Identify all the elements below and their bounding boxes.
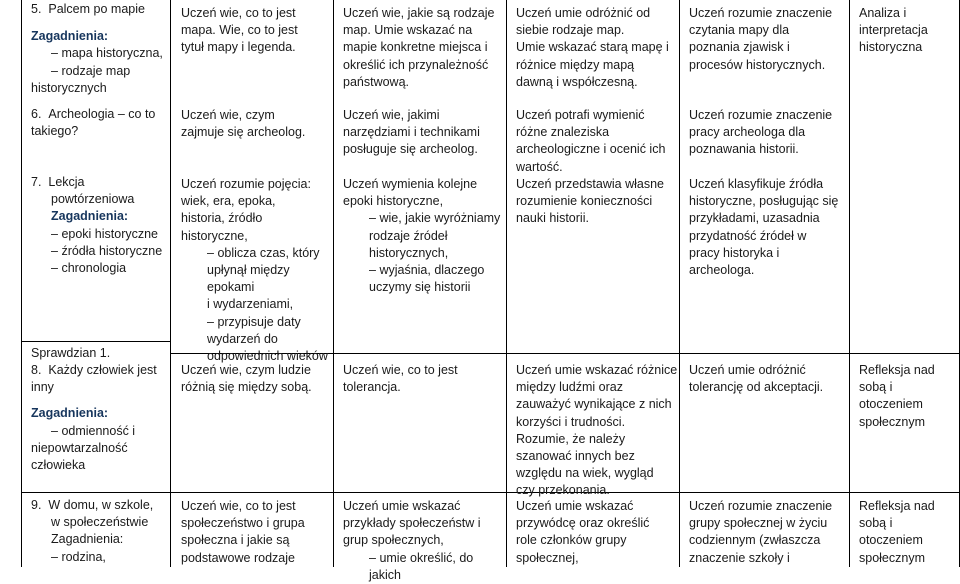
cell-text-line: epoki historyczne, xyxy=(343,194,444,209)
topic-title: 9. W domu, w szkole, xyxy=(31,498,154,512)
cell-text-line: Uczeń umie wskazać różnice xyxy=(516,363,678,377)
c4-r2 xyxy=(516,107,678,176)
topic-item: – chronologia xyxy=(31,260,171,277)
topic-item: – odmienność i xyxy=(31,423,171,440)
table-border xyxy=(679,0,680,567)
topic-title: 6. Archeologia – co to xyxy=(31,107,156,121)
cell-text-line: grup społecznych, xyxy=(343,533,444,548)
c5-r4 xyxy=(689,362,849,396)
cell-text-line: Uczeń umie wskazać xyxy=(343,499,461,513)
cell-text-line: – przypisuje daty xyxy=(207,314,331,331)
cell-text-line: zauważyć wynikające z nich xyxy=(516,397,672,412)
topic-title: 5. Palcem po mapie xyxy=(31,2,145,16)
c3-r2 xyxy=(343,107,505,159)
cell-text-line: otoczeniem xyxy=(859,533,923,548)
table-border xyxy=(506,0,507,567)
topics-label: Zagadnienia: xyxy=(31,29,109,44)
topic-title: takiego? xyxy=(31,124,79,139)
cell-text-line: pracy historyka i xyxy=(689,245,780,260)
cell-text-line: Uczeń klasyfikuje źródła xyxy=(689,177,824,191)
cell-text-line: nauki historii. xyxy=(516,211,589,226)
cell-text-line: określić ich przynależność xyxy=(343,57,489,72)
c4-r4 xyxy=(516,362,678,500)
cell-text-line: narzędziami i technikami xyxy=(343,125,480,140)
topics-label: Zagadnienia: xyxy=(51,209,129,224)
c4-r3 xyxy=(516,176,678,228)
cell-text-line: czytania mapy dla xyxy=(689,23,790,38)
cell-text-line: Umie wskazać starą mapę i xyxy=(516,40,669,55)
cell-text-line: wartość. xyxy=(516,159,563,174)
c6-r4 xyxy=(859,362,959,431)
cell-text-line: historyczna xyxy=(859,40,923,55)
table-border xyxy=(21,341,170,342)
topic-lesson-7 xyxy=(31,174,171,277)
c6-r5 xyxy=(859,498,959,567)
cell-text-line: między ludźmi oraz xyxy=(516,380,623,395)
cell-text-line: posługuje się archeolog. xyxy=(343,142,478,157)
cell-text-line: społecznym xyxy=(859,550,925,565)
c3-r1 xyxy=(343,5,505,91)
cell-text-line: historia, źródło xyxy=(181,211,263,226)
cell-text-line: społeczeństwo i grupa xyxy=(181,516,305,531)
c2-r2 xyxy=(181,107,331,141)
c2-r1 xyxy=(181,5,331,57)
cell-text-line: archeologiczne i ocenić ich xyxy=(516,142,666,157)
cell-text-line: sobą i xyxy=(859,516,893,531)
topic-lesson-5 xyxy=(31,1,171,97)
cell-text-line: mapie konkretne miejsca i xyxy=(343,40,488,55)
cell-text-line: podstawowe rodzaje xyxy=(181,550,295,565)
topic-lesson-6 xyxy=(31,106,171,140)
table-border xyxy=(21,492,170,493)
c5-r5 xyxy=(689,498,849,567)
cell-text-line: sobą i xyxy=(859,380,893,395)
cell-text-line: znaczenie szkoły i xyxy=(689,550,790,565)
cell-text-line: Uczeń wie, czym xyxy=(181,108,275,122)
cell-text-line: interpretacja xyxy=(859,23,928,38)
c5-r3 xyxy=(689,176,849,279)
cell-text-line: – oblicza czas, który xyxy=(207,245,331,262)
cell-text-line: Uczeń umie odróżnić od xyxy=(516,6,651,20)
cell-text-line: Uczeń przedstawia własne xyxy=(516,177,664,191)
cell-text-line: Uczeń rozumie znaczenie xyxy=(689,108,833,122)
cell-text-line: grupy społecznej w życiu xyxy=(689,516,828,531)
cell-text-line: historycznych, xyxy=(369,245,449,260)
topic-title: w społeczeństwie xyxy=(51,515,149,530)
cell-text-line: tolerancja. xyxy=(343,380,401,395)
test-title: Sprawdzian 1. xyxy=(31,346,111,360)
topic-item: historycznych xyxy=(31,80,107,95)
topic-title: powtórzeniowa xyxy=(51,192,135,207)
cell-text-line: Uczeń wymienia kolejne xyxy=(343,177,478,191)
topic-item: – źródła historyczne xyxy=(31,243,171,260)
cell-text-line: historyczne, xyxy=(181,228,248,243)
cell-text-line: role członków grupy xyxy=(516,533,627,548)
cell-text-line: Uczeń rozumie pojęcia: xyxy=(181,177,311,191)
cell-text-line: historyczne, posługując się xyxy=(689,194,839,209)
cell-text-line: tolerancję od akceptacji. xyxy=(689,380,824,395)
cell-text-line: zajmuje się archeolog. xyxy=(181,125,306,140)
cell-text-line: Uczeń wie, co to jest xyxy=(181,6,296,20)
cell-text-line: społecznym xyxy=(859,414,925,429)
cell-text-line: szanować innych bez xyxy=(516,449,635,464)
cell-text-line: mapa. Wie, co to jest xyxy=(181,23,298,38)
c4-r1 xyxy=(516,5,678,91)
cell-text-line: i wydarzeniami, xyxy=(207,297,294,312)
cell-text-line: – wyjaśnia, dlaczego xyxy=(369,262,505,279)
topic-item: – mapa historyczna, xyxy=(31,45,171,62)
cell-text-line: Uczeń rozumie znaczenie xyxy=(689,499,833,513)
c4-r5 xyxy=(516,498,678,567)
cell-text-line: różnice między mapą xyxy=(516,57,635,72)
cell-text-line: poznania zjawisk i xyxy=(689,40,790,55)
c2-r3 xyxy=(181,176,331,365)
topic-title: 7. Lekcja xyxy=(31,175,85,189)
topic-item: – rodzina, xyxy=(31,549,171,566)
cell-text-line: Uczeń wie, co to jest xyxy=(343,363,458,377)
cell-text-line: społecznej, xyxy=(516,550,579,565)
topic-lesson-8 xyxy=(31,362,171,474)
table-border xyxy=(333,0,334,567)
topics-label: Zagadnienia: xyxy=(31,406,109,421)
topic-item: człowieka xyxy=(31,458,86,473)
cell-text-line: różnią się między sobą. xyxy=(181,380,312,395)
cell-text-line: archeologa. xyxy=(689,263,755,278)
cell-text-line: Analiza i xyxy=(859,6,907,20)
cell-text-line: społeczna i jakie są xyxy=(181,533,290,548)
topic-item: – rodzaje map xyxy=(31,63,171,80)
cell-text-line: korzyści i trudności. xyxy=(516,414,626,429)
cell-text-line: Uczeń rozumie znaczenie xyxy=(689,6,833,20)
cell-text-line: wydarzeń do xyxy=(207,331,278,346)
c2-r5 xyxy=(181,498,331,567)
cell-text-line: przykładami, uzasadnia xyxy=(689,211,820,226)
cell-text-line: otoczeniem xyxy=(859,397,923,412)
topic-title: inny xyxy=(31,380,54,395)
cell-text-line: względu na wiek, wygląd xyxy=(516,466,654,481)
cell-text-line: Uczeń umie wskazać xyxy=(516,499,634,513)
cell-text-line: map. Umie wskazać na xyxy=(343,23,473,38)
cell-text-line: – umie określić, do jakich xyxy=(369,550,505,584)
cell-text-line: przywódcę oraz określić xyxy=(516,516,650,531)
cell-text-line: wiek, era, epoka, xyxy=(181,194,276,209)
c3-r4 xyxy=(343,362,505,396)
cell-text-line: Uczeń wie, jakimi xyxy=(343,108,440,122)
cell-text-line: dawną i współczesną. xyxy=(516,74,638,89)
cell-text-line: Uczeń wie, co to jest xyxy=(181,499,296,513)
cell-text-line: uczymy się historii xyxy=(369,280,471,295)
cell-text-line: pracy archeologa dla xyxy=(689,125,806,140)
topic-lesson-9 xyxy=(31,497,171,566)
cell-text-line: przykłady społeczeństw i xyxy=(343,516,481,531)
cell-text-line: rozumienie konieczności xyxy=(516,194,653,209)
cell-text-line: Uczeń potrafi wymienić xyxy=(516,108,645,122)
c5-r1 xyxy=(689,5,849,74)
cell-text-line: czy przekonania. xyxy=(516,483,610,498)
topic-title: 8. Każdy człowiek jest xyxy=(31,363,157,377)
cell-text-line: odpowiednich wieków xyxy=(207,349,328,364)
cell-text-line: Rozumie, że należy xyxy=(516,431,626,446)
topic-test xyxy=(31,345,171,362)
cell-text-line: Uczeń wie, czym ludzie xyxy=(181,363,311,377)
cell-text-line: poznawania historii. xyxy=(689,142,799,157)
cell-text-line: upłynął między epokami xyxy=(207,263,290,295)
cell-text-line: – wie, jakie wyróżniamy xyxy=(369,210,505,227)
c2-r4 xyxy=(181,362,331,396)
topics-label: Zagadnienia: xyxy=(51,532,124,547)
cell-text-line: procesów historycznych. xyxy=(689,57,826,72)
c5-r2 xyxy=(689,107,849,159)
cell-text-line: państwową. xyxy=(343,74,410,89)
cell-text-line: Uczeń wie, jakie są rodzaje xyxy=(343,6,495,20)
cell-text-line: codziennym (zwłaszcza xyxy=(689,533,821,548)
cell-text-line: siebie rodzaje map. xyxy=(516,23,625,38)
cell-text-line: różne znaleziska xyxy=(516,125,610,140)
table-border xyxy=(849,0,850,567)
cell-text-line: rodzaje źródeł xyxy=(369,228,448,243)
cell-text-line: Refleksja nad xyxy=(859,363,935,377)
topic-item: – epoki historyczne xyxy=(31,226,171,243)
c3-r3 xyxy=(343,176,505,296)
topic-item: niepowtarzalność xyxy=(31,440,128,455)
cell-text-line: Uczeń umie odróżnić xyxy=(689,363,806,377)
c6-r1 xyxy=(859,5,959,57)
cell-text-line: tytuł mapy i legenda. xyxy=(181,40,296,55)
c3-r5 xyxy=(343,498,505,584)
cell-text-line: Refleksja nad xyxy=(859,499,935,513)
cell-text-line: przydatność źródeł w xyxy=(689,228,807,243)
table-border xyxy=(21,0,22,567)
